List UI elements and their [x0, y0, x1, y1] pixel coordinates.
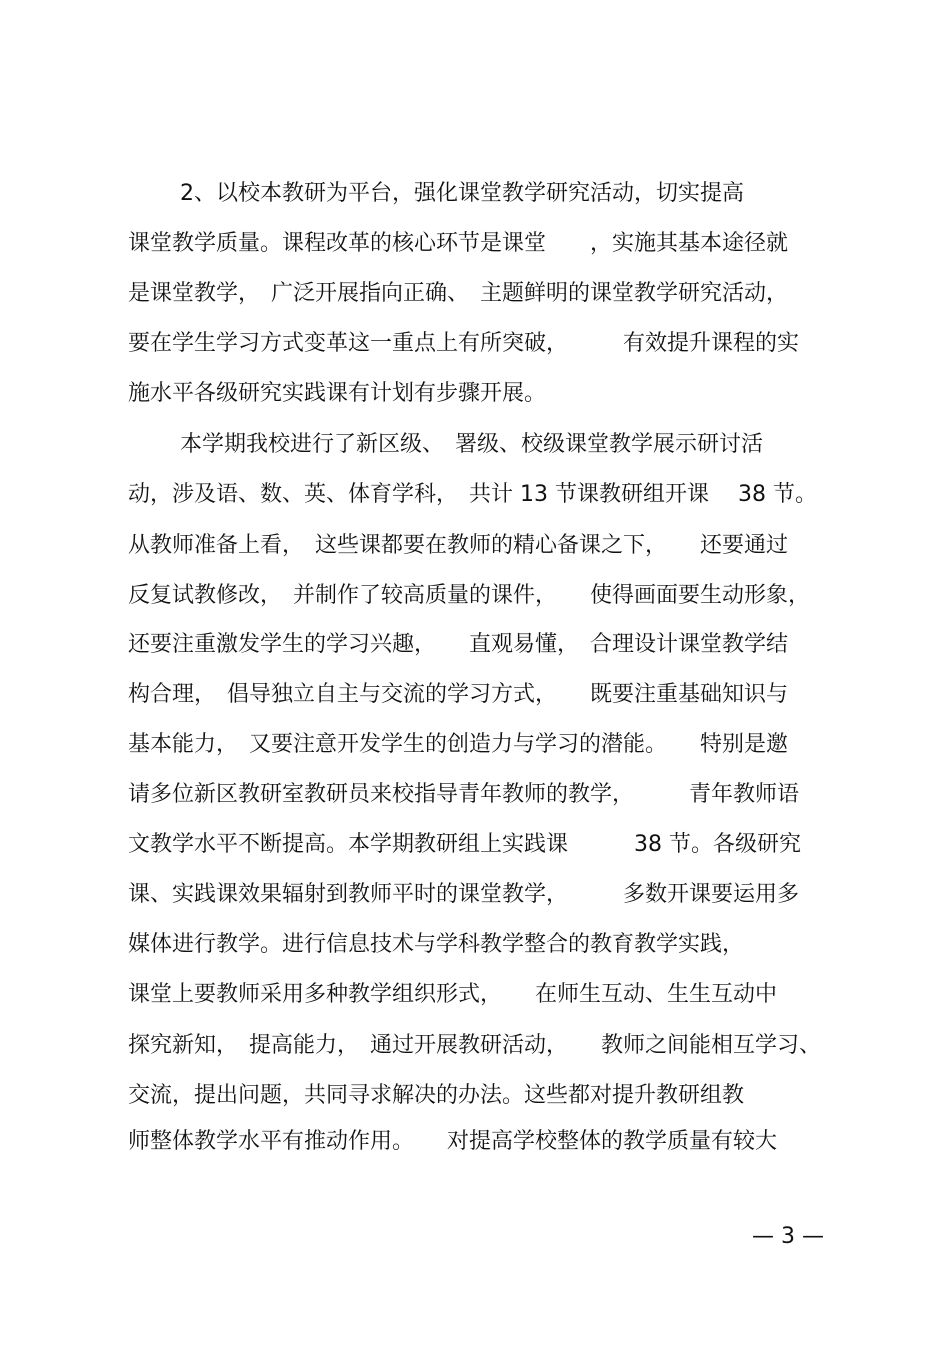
- text-line: 课堂教学质量。课程改革的核心环节是课堂 ，实施其基本途径就: [128, 231, 789, 256]
- text-line: 施水平各级研究实践课有计划有步骤开展。: [128, 381, 547, 406]
- text-line: 师整体教学水平有推动作用。 对提高学校整体的教学质量有较大: [128, 1129, 778, 1154]
- text-line: 请多位新区教研室教研员来校指导青年教师的教学， 青年教师语: [128, 782, 800, 807]
- text-line: 交流，提出问题，共同寻求解决的办法。这些都对提升教研组教: [128, 1083, 745, 1108]
- text-line: 文教学水平不断提高。本学期教研组上实践课 38 节。各级研究: [128, 832, 801, 857]
- text-line: 要在学生学习方式变革这一重点上有所突破， 有效提升课程的实: [128, 331, 800, 356]
- text-line: 基本能力， 又要注意开发学生的创造力与学习的潜能。 特别是邀: [128, 732, 789, 757]
- text-line: 课堂上要教师采用多种教学组织形式， 在师生互动、生生互动中: [128, 982, 778, 1007]
- text-line: 本学期我校进行了新区级、 署级、校级课堂教学展示研讨活: [180, 432, 764, 457]
- page-number: — 3 —: [752, 1224, 824, 1249]
- text-line: 课、实践课效果辐射到教师平时的课堂教学， 多数开课要运用多: [128, 882, 800, 907]
- text-line: 动，涉及语、数、英、体育学科， 共计 13 节课教研组开课 38 节。: [128, 482, 817, 507]
- text-line: 构合理， 倡导独立自主与交流的学习方式， 既要注重基础知识与: [128, 682, 789, 707]
- text-line: 是课堂教学， 广泛开展指向正确、 主题鲜明的课堂教学研究活动，: [128, 281, 789, 306]
- text-line: 反复试教修改， 并制作了较高质量的课件， 使得画面要生动形象，: [128, 583, 811, 608]
- text-line: 探究新知， 提高能力， 通过开展教研活动， 教师之间能相互学习、: [128, 1033, 822, 1058]
- text-line: 还要注重激发学生的学习兴趣， 直观易懂， 合理设计课堂教学结: [128, 632, 789, 657]
- text-line: 2、以校本教研为平台，强化课堂教学研究活动，切实提高: [180, 181, 744, 206]
- text-line: 从教师准备上看， 这些课都要在教师的精心备课之下， 还要通过: [128, 533, 789, 558]
- text-line: 媒体进行教学。进行信息技术与学科教学整合的教育教学实践，: [128, 932, 745, 957]
